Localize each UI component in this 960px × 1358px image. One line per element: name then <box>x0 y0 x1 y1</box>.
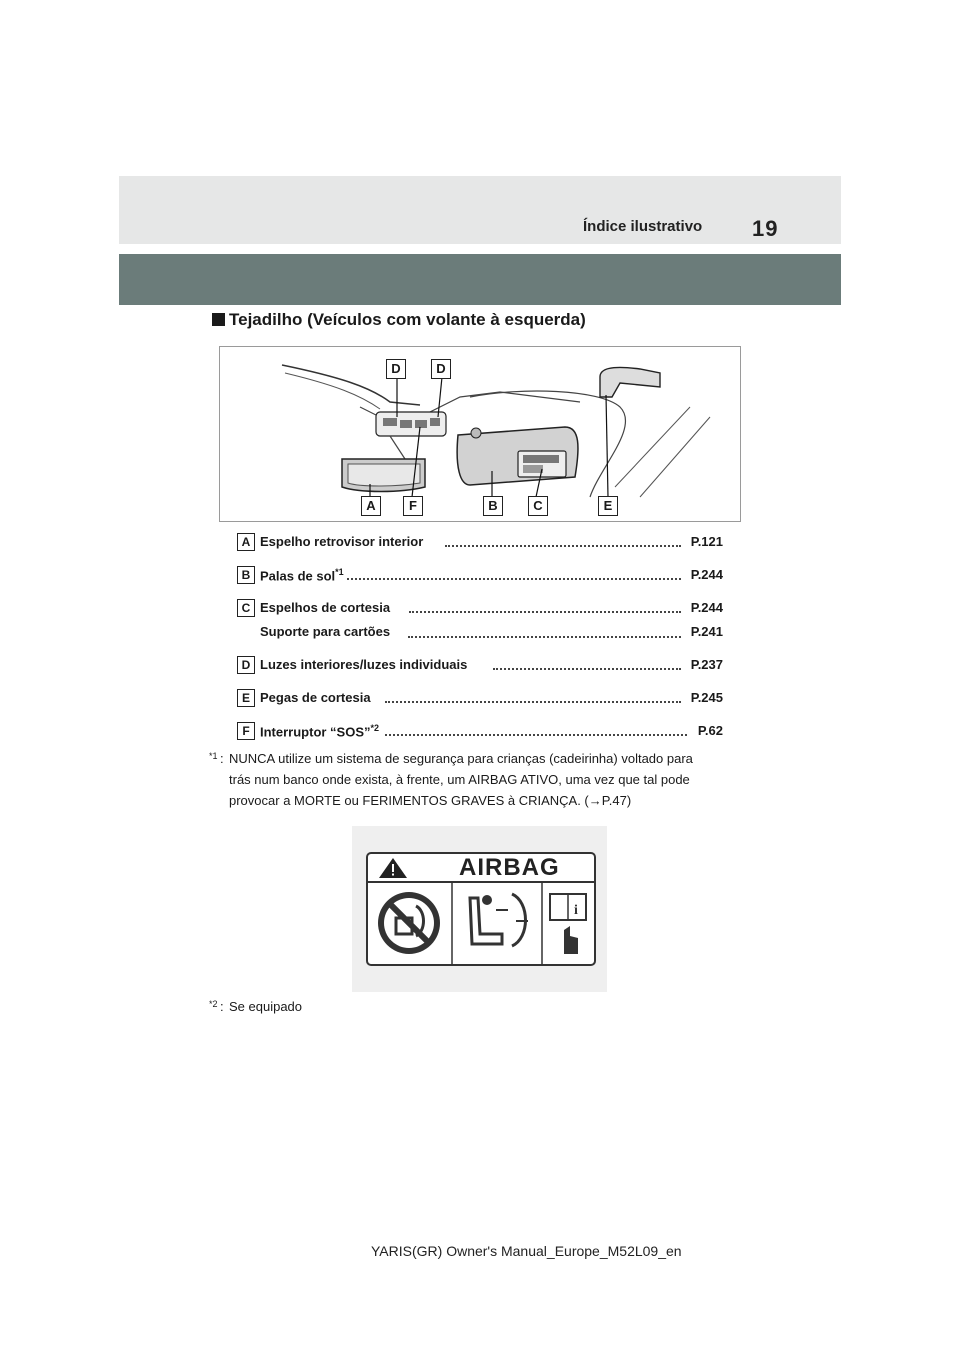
item-page-link[interactable]: P.237 <box>690 657 723 672</box>
item-label: Suporte para cartões <box>260 624 391 639</box>
item-key-box: B <box>237 566 255 584</box>
leader-dots <box>385 695 681 703</box>
item-label: Palas de sol$^{*1}$ <box>260 567 344 584</box>
footnote-text: Se equipado <box>229 999 303 1014</box>
header-band <box>119 176 841 244</box>
item-row-c-sub <box>260 624 723 644</box>
footnote-text <box>229 748 749 811</box>
footnote-marker: *2 <box>209 999 218 1009</box>
item-label: Interruptor “SOS”$^{*2}$ <box>260 723 380 740</box>
manual-footer: YARIS(GR) Owner's Manual_Europe_M52L09_en <box>371 1243 682 1259</box>
item-key-box: E <box>237 689 255 707</box>
leader-dots <box>493 662 681 670</box>
item-row-d <box>237 656 723 676</box>
page-number: 19 <box>752 216 779 241</box>
item-row-b <box>237 566 723 586</box>
footnote-2: *2 : Se equipado <box>209 996 749 1020</box>
item-label: Espelho retrovisor interior <box>260 534 424 549</box>
airbag-warning-label <box>352 826 607 992</box>
footnote-marker: *1 <box>209 751 218 761</box>
figure-label-a: A <box>361 496 381 516</box>
figure-label-d: D <box>386 359 406 379</box>
item-row-f <box>237 722 723 742</box>
footnote-line: NUNCA utilize um sistema de segurança para crianças (cadeirinha) voltado para <box>229 751 693 766</box>
item-key-box: C <box>237 599 255 617</box>
footnote-ref: *1 <box>335 567 344 577</box>
square-bullet-icon <box>212 313 225 326</box>
leader-dots <box>385 728 687 736</box>
roof-illustration <box>219 346 741 522</box>
header-section-title: Índice ilustrativo <box>583 218 703 235</box>
figure-label-e: E <box>598 496 618 516</box>
leader-dots <box>408 630 681 638</box>
section-heading-text: Tejadilho (Veículos com volante à esquerda) <box>229 310 586 329</box>
airbag-title: AIRBAG <box>459 854 560 881</box>
item-row-a <box>237 533 723 553</box>
item-page-link[interactable]: P.245 <box>690 690 723 705</box>
svg-text:i: i <box>574 903 578 918</box>
footnote-1: *1 : NUNCA utilize um sistema de segurança para crianças (cadeirinha) voltado para trás num banco onde exista, à frente, um AIRBAG ATIVO, uma vez que tal pode provocar a MORTE ou FERIMENTOS GRAVES à CRIANÇA. (→P.47) <box>209 748 749 814</box>
figure-label-c: C <box>528 496 548 516</box>
leader-dots <box>409 605 681 613</box>
item-key-box: A <box>237 533 255 551</box>
item-row-c <box>237 599 723 619</box>
figure-label-f: F <box>403 496 423 516</box>
footnote-line: trás num banco onde exista, à frente, um AIRBAG ATIVO, uma vez que tal pode <box>229 772 690 787</box>
leader-dots <box>347 572 681 580</box>
section-heading <box>212 310 586 330</box>
item-label: Luzes interiores/luzes individuais <box>260 657 468 672</box>
leader-dots <box>445 539 681 547</box>
item-row-e <box>237 689 723 709</box>
item-page-link[interactable]: P.244 <box>690 600 723 615</box>
item-key-box: F <box>237 722 255 740</box>
item-page-link[interactable]: P.62 <box>697 723 723 738</box>
footnote-ref: *2 <box>370 723 380 733</box>
item-page-link[interactable]: P.121 <box>690 534 723 549</box>
header-dark-band <box>119 254 841 305</box>
figure-label-d: D <box>431 359 451 379</box>
figure-label-b: B <box>483 496 503 516</box>
item-page-link[interactable]: P.244 <box>690 567 723 582</box>
item-label: Espelhos de cortesia <box>260 600 391 615</box>
footnote-line: provocar a MORTE ou FERIMENTOS GRAVES à CRIANÇA. (→P.47) <box>229 793 632 808</box>
item-label: Pegas de cortesia <box>260 690 371 705</box>
item-page-link[interactable]: P.241 <box>690 624 723 639</box>
item-key-box: D <box>237 656 255 674</box>
